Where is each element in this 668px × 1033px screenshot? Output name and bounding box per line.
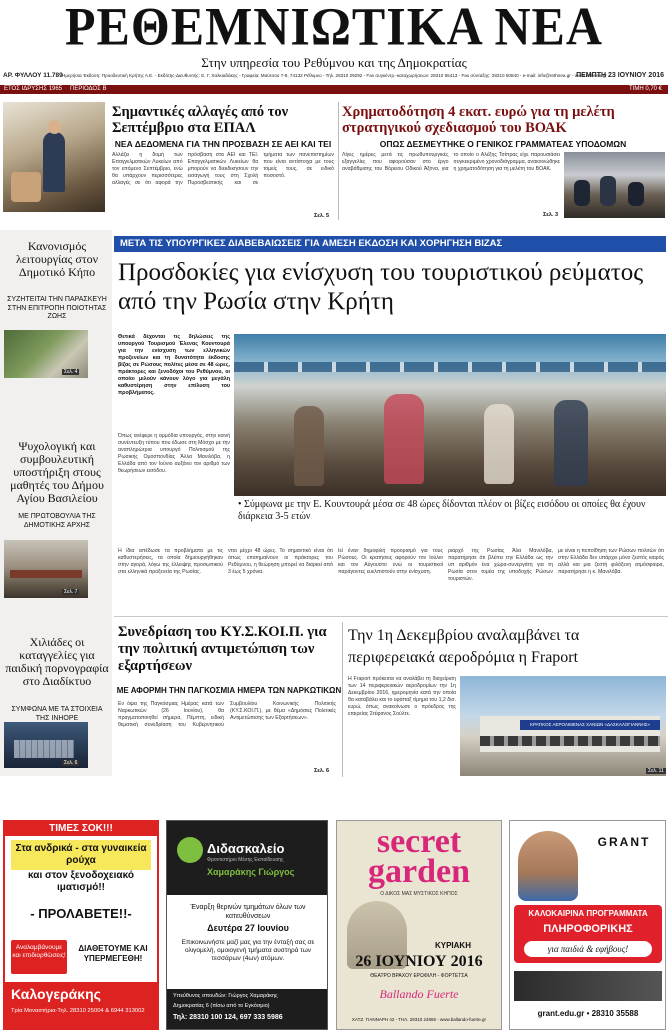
ad3-subtitle: Ο ΔΙΚΟΣ ΜΑΣ ΜΥΣΤΙΚΟΣ ΚΗΠΟΣ [380, 891, 458, 897]
bottom-left-body: Εν όψει της Παγκόσμιας Ημέρας κατά των Ναρκωτικών (26 Ιουνίου), θα πραγματοποιηθεί σήμερα, Πέμπτη, ειδική θεματική συνεδρίαση του Κυβερνητικού Συμβουλίου Κοινωνικής Πολιτικής (ΚΥ.Σ.ΚΟΙ.Π.), με θέμα «Δημόσιες Πολιτικές Αντιμετώπισης των Εξαρτήσεων». [118, 701, 336, 728]
top-left-page-ref: Σελ. 5 [314, 213, 330, 219]
bottom-left-headline[interactable]: Συνεδρίαση του ΚΥ.Σ.ΚΟΙ.Π. για την πολιτική αντιμετώπιση των εξαρτήσεων [118, 624, 327, 674]
sidebar-item1-page-ref: Σελ. 4 [64, 369, 78, 375]
top-left-subhead: ΝΕΑ ΔΕΔΟΜΕΝΑ ΓΙΑ ΤΗΝ ΠΡΟΣΒΑΣΗ ΣΕ ΑΕΙ ΚΑΙ ΤΕΙ [114, 139, 332, 149]
ad1-address: Τρία Μοναστήρια-Τηλ. 28310 25004 & 6944 313002 [11, 1008, 145, 1014]
ad2-address: Δημοκρατίας 6 (πίσω από το Εγκόσμιο) [173, 1003, 270, 1009]
lead-photo-caption: • Σύμφωνα με την Ε. Κουντουρά μέσα σε 48 ώρες δίδονται πλέον οι βίζες εισόδου οι οποίες θα έχουν διάρκεια 3-5 ετών [238, 499, 646, 522]
ad-grant[interactable] [509, 820, 666, 1030]
sidebar-item2-page-ref: Σελ. 7 [64, 589, 78, 595]
top-right-body: Λίγες ημέρες μετά τις πρωθυπουργικές εξαγγελίες που αφορούσαν στο έργο αναβάθμισης του Βόρειου Οδικού Άξονα, για το οποίο ο Αλέξης Τσίπρας είχε παρουσιάσει συγκεκριμένο χρονοδιάγραμμα, ανακοινώθηκε η χρηματοδότηση για τη μελέτη του ΒΟΑΚ. [342, 152, 560, 172]
lead-headline[interactable]: Προσδοκίες για ενίσχυση του τουριστικού ρεύματος από την Ρωσία στην Κρήτη [118, 259, 644, 315]
column-divider-2 [342, 622, 343, 777]
ad-tutoring[interactable] [166, 820, 328, 1030]
ad1-line2: και στον ξενοδοχειακό ιματισμό!! [28, 870, 134, 893]
ad4-line3: για παιδιά & εφήβους! [524, 941, 652, 957]
ad4-line2: ΠΛΗΡΟΦΟΡΙΚΗΣ [543, 923, 633, 935]
ad1-name: Καλογεράκης [11, 986, 101, 1002]
ad3-brand: Ballando Fuerte [379, 987, 459, 1001]
top-right-subhead: ΟΠΩΣ ΔΕΣΜΕΥΤΗΚΕ Ο ΓΕΝΙΚΟΣ ΓΡΑΜΜΑΤΕΑΣ ΥΠΟΔΟΜΩΝ [379, 139, 627, 149]
ad3-address: ΧΑΤΖ. ΓΙΑΝΝΑΡΗ 42 - ΤΗΛ. 28310 24865 - www.ballando-fuerte.gr [351, 1017, 487, 1022]
ad2-line1: Έναρξη θερινών τμημάτων όλων των κατευθύνσεων [190, 904, 306, 920]
lead-column-2: νται μέχρι 48 ώρες. Το σημαντικό είναι ότι όπως επισημαίνουν οι πράκτορες του Ρεθύμνου, η θεώρηση μπορεί να διαρκεί από 3 έως 5 χρόνια. [228, 548, 333, 575]
price: ΤΙΜΗ 0,70 € [628, 86, 662, 92]
ad4-website[interactable]: grant.edu.gr • 28310 35588 [537, 1009, 639, 1018]
sidebar-item2-title[interactable]: Ψυχολογική και συμβουλευτική υποστήριξη στους μαθητές του Δήμου Αγίου Βασιλείου [10, 439, 104, 505]
ad3-venue: ΘΕΑΤΡΟ ΒΡΑΧΟΥ ΕΡΩΦΙΛΗ - ΦΟΡΤΕΤΣΑ [370, 973, 468, 979]
ad2-name: Χαμαράκης Γιώργος [207, 867, 295, 877]
lead-column-4: ριαρχό της Ρωσίας Άλα Μανιλόβα, παρατήρησε ότι βλέπει την Ελλάδα ως την υπ αριθμόν ένα χώρα-συνεργάτη για τη Ρωσία στον τομέα της υποδοχής Ρώσων τουριστών. [448, 548, 553, 582]
bottom-right-page-ref: Σελ. 11 [648, 768, 664, 774]
ad2-tag: Φροντιστήριο Μέσης Εκπαίδευσης [207, 857, 284, 863]
ad-secret-garden[interactable] [336, 820, 502, 1030]
top-right-page-ref: Σελ. 3 [543, 212, 559, 218]
bottom-right-headline[interactable]: Την 1η Δεκεμβρίου αναλαμβάνει τα περιφερειακά αεροδρόμια η Fraport [348, 627, 580, 666]
masthead-title: ΡΕΘΕΜΝΙΩΤΙΚΑ ΝΕΑ [64, 0, 604, 57]
airport-terminal-photo [460, 676, 666, 776]
ad1-badge: Αναλαμβάνουμε και επιδιορθώσεις! [11, 940, 67, 974]
sidebar-item2-subtitle: ΜΕ ΠΡΩΤΟΒΟΥΛΙΑ ΤΗΣ ΔΗΜΟΤΙΚΗΣ ΑΡΧΗΣ [18, 513, 96, 529]
ad1-line1: Στα ανδρικά - στα γυναικεία ρούχα [11, 840, 151, 870]
lead-intro: Θετικά δέχονται τις δηλώσεις της υπουργού Τουρισμού Έλενας Κουντουρά για την ενίσχυση των ελληνικών προξενείων και τη δυνατότητα έκδοσης βίζας σε Ρώσους πολίτες μέσα σε 48 ώρες, πράκτορες και ξενοδόχοι του Ρεθύμνου, οι οποίοι μιλούν κάνουν λόγο για μεγάλη καθυστέρηση στην επίλυση του προβλήματος. [118, 334, 230, 396]
sidebar-item3-page-ref: Σελ. 6 [64, 760, 78, 766]
ad3-day: ΚΥΡΙΑΚΗ [434, 941, 471, 950]
ad4-student-photo [518, 831, 578, 901]
founded-year: ΕΤΟΣ ΙΔΡΥΣΗΣ 1965 [4, 86, 63, 92]
ad2-contact: Υπεύθυνος σπουδών: Γιώργος Χαμαράκης [173, 993, 278, 999]
ad3-title-1: secret [376, 823, 462, 860]
lead-column-5: με είναι η πεποίθηση των Ρώσων πολιτών ότι στην Ελλάδα δεν υπάρχει μόνο ζεστός καιρός αλλά και μια ζεστή φιλόξενη ατμόσφαιρα, παρατήρησε η κ. Μανιλόβα. [558, 548, 664, 575]
column-divider [338, 102, 339, 220]
bottom-right-body: Η Fraport πρόκειται να αναλάβει τη διαχείριση των 14 περιφερειακών αεροδρομίων την 1η Δεκεμβρίου 2016, ημερομηνία κατά την οποία θα καταβάλει και το εφάπαξ τίμημα του 1,2 δισ. ευρώ, όπως ανακοίνωσε ο πρόεδρος της εταιρείας Στέφανος Σούλτε. [348, 676, 456, 717]
top-right-headline[interactable]: Χρηματοδότηση 4 εκατ. ευρώ για τη μελέτη στρατηγικού σχεδιασμού του ΒΟΑΚ [342, 104, 615, 136]
ad2-line2: Επικοινωνήστε μαζί μας για την ένταξή σας σε ολιγομελή, ομοιογενή τμήματα αυστηρά των τεσσάρων (4ων) ατόμων. [181, 939, 315, 962]
ad1-header: ΤΙΜΕΣ ΣΟΚ!!! [5, 822, 157, 836]
ad2-date: Δευτέρα 27 Ιουνίου [207, 923, 289, 933]
sidebar-item1-subtitle: ΣΥΖΗΤΕΙΤΑΙ ΤΗΝ ΠΑΡΑΣΚΕΥΗ ΣΤΗΝ ΕΠΙΤΡΟΠΗ ΠΟΙΟΤΗΤΑΣ ΖΩΗΣ [7, 296, 107, 320]
ad3-title-2: garden [368, 853, 470, 890]
bottom-left-page-ref: Σελ. 6 [314, 768, 330, 774]
top-left-body: Αλλάζει η δομή των Επαγγελματικών Λυκείων από τον επόμενο Σεπτέμβριο, ενώ θα υπάρχουν περισσότερες αλλαγές σε ότι αφορά την πρόσβαση στα ΑΕΙ και ΤΕΙ. Επαγγελματικών Λυκείων θα μπορούν να διεκδικήσουν την εισαγωγή τους στη Σχολή Πυροσβεστικής και σε τμήματα των πανεπιστημίων που είναι αντίστοιχα με τους τομείς τους, σε ειδικό ποσοστό. [112, 152, 334, 186]
ad1-note: ΔΙΑΘΕΤΟΥΜΕ ΚΑΙ ΥΠΕΡΜΕΓΕΘΗ! [78, 944, 148, 963]
ad2-brand: Διδασκαλείο [207, 841, 285, 856]
masthead-bar [0, 85, 668, 94]
masthead-info [0, 72, 668, 84]
ad-clothing[interactable] [3, 820, 159, 1030]
issue-number: ΑΡ. ΦΥΛΛΟΥ 11.789 [3, 72, 63, 79]
airport-crowd-photo [234, 334, 666, 496]
issue-date: ΠΕΜΠΤΗ 23 ΙΟΥΝΙΟΥ 2016 [576, 72, 664, 79]
ad1-cta: - ΠΡΟΛΑΒΕΤΕ!!- [30, 906, 132, 921]
lead-body-continued: Όπως ανέφερε η αρμόδια υπουργός, στην κοινή συνέντευξη τύπου που έδωσε στη Μόσχα με την αναπληρώτρια υπουργό Πολιτισμού της Ρωσικής Ομοσπονδίας Άλλα Μανιλόβα, η Ελλάδα από τον Ιούνιο αυξάνει τον αριθμό των θεωρήσεων εισόδου. [118, 433, 230, 474]
sidebar-item3-title[interactable]: Χιλιάδες οι καταγγελίες για παιδική πορνογραφία στο Διαδίκτυο [5, 635, 109, 688]
classroom-photo [3, 102, 105, 212]
ad3-date: 26 ΙΟΥΝΙΟΥ 2016 [355, 953, 483, 970]
masthead-tagline: Στην υπηρεσία του Ρεθύμνου και της Δημοκρατίας [201, 55, 467, 70]
period: ΠΕΡΙΟΔΟΣ Β [70, 86, 107, 92]
ad2-phone: Τηλ: 28310 100 124, 697 333 5986 [173, 1014, 283, 1021]
sidebar-item1-title[interactable]: Κανονισμός λειτουργίας στον Δημοτικό Κήπο [15, 239, 99, 279]
lead-column-1: Η ίδια απέδωσε τα προβλήματα με τις καθυστερήσεις, τα οποία δημιουργήθηκαν στην αγορά, λόγω της έλλειψης προσωπικού στα ελληνικά προξενεία της Ρωσίας. [118, 548, 223, 575]
top-left-headline[interactable]: Σημαντικές αλλαγές από τον Σεπτέμβριο στα ΕΠΑΛ [112, 104, 289, 136]
meeting-photo [564, 152, 665, 218]
ad4-line1: ΚΑΛΟΚΑΙΡΙΝΑ ΠΡΟΓΡΑΜΜΑΤΑ [528, 909, 648, 918]
publisher-info: Ημερήσια Έκδοση: Προοδευτική Κρήτης Α.Ε. - Εκδότης-Διευθυντής: Ε. Γ. Χαλκιαδάκης - Γραφεία: Μαύτσου 7-9, 74132 Ρέθυμνο - Τηλ. 28310 29292 - Fax συγκέντρ.-καταχωρήσεων: 28310 55413 - Fax σύνταξης: 28310 50840 - e-mail: info@rethnea.gr - www.rethnea.gr [62, 73, 607, 78]
airport-sign: ΚΡΑΤΙΚΟΣ ΑΕΡΟΛΙΜΕΝΑΣ ΧΑΝΙΩΝ «ΔΑΣΚΑΛΟΓΙΑΝΝΗΣ» [520, 720, 660, 730]
sidebar-item3-subtitle: ΣΥΜΦΩΝΑ ΜΕ ΤΑ ΣΤΟΙΧΕΙΑ ΤΗΣ INHOPE [11, 706, 103, 722]
lead-banner: ΜΕΤΑ ΤΙΣ ΥΠΟΥΡΓΙΚΕΣ ΔΙΑΒΕΒΑΙΩΣΕΙΣ ΓΙΑ ΑΜΕΣΗ ΕΚΔΟΣΗ ΚΑΙ ΧΟΡΗΓΗΣΗ ΒΙΖΑΣ [114, 236, 666, 252]
section-divider [114, 616, 668, 617]
lead-column-3: Ιεί έναν δημοφιλή προορισμό για τους Ρώσους. Οι κρατήσεις αφορούν τον Ιούλιο και τον Αύγουστο ενώ οι τουριστικοί παράγοντες ευελπιστούν στην ενίσχυση. [338, 548, 443, 575]
ad4-brand: GRANT [597, 835, 651, 849]
bottom-left-subhead: ΜΕ ΑΦΟΡΜΗ ΤΗΝ ΠΑΓΚΟΣΜΙΑ ΗΜΕΡΑ ΤΩΝ ΝΑΡΚΩΤΙΚΩΝ [116, 686, 342, 695]
